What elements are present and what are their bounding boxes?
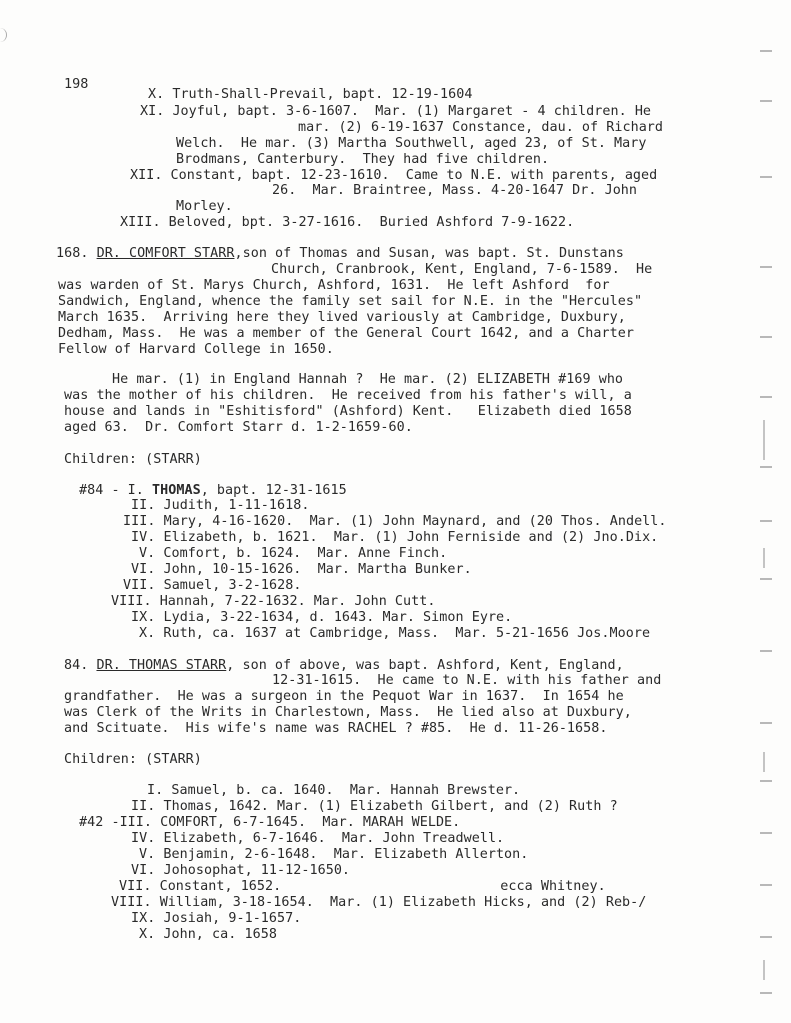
- entry-text: was warden of St. Marys Church, Ashford, 1631. He left Ashford for: [58, 278, 610, 293]
- edge-mark: [760, 396, 772, 398]
- entry-number: 84.: [64, 658, 89, 673]
- child-numeral: X.: [139, 626, 156, 641]
- edge-mark: [760, 466, 772, 468]
- child-details: Judith, 1-11-1618.: [163, 498, 310, 513]
- entry-text: was Clerk of the Writs in Charlestown, Mass. He lied also at Duxbury,: [64, 705, 632, 720]
- entry-paragraph: house and lands in "Eshitisford" (Ashford) Kent. Elizabeth died 1658: [64, 404, 632, 419]
- child-numeral: I.: [127, 483, 144, 498]
- child-numeral: X.: [139, 927, 156, 942]
- child-line: [139, 927, 277, 943]
- child-details: Ruth, ca. 1637 at Cambridge, Mass. Mar. 5-21-1656 Jos.Moore: [163, 626, 651, 641]
- child-line: [139, 626, 650, 642]
- edge-mark: [760, 650, 772, 652]
- entry-name: DR. COMFORT STARR: [96, 246, 235, 261]
- child-line: [139, 546, 447, 562]
- child-line: [131, 831, 504, 847]
- child-line-continued: mar. (2) 6-19-1637 Constance, dau. of Richard: [298, 120, 664, 135]
- child-details: Elizabeth, b. 1621. Mar. (1) John Ferniside and (2) Jno.Dix.: [163, 530, 659, 545]
- entry-paragraph: was the mother of his children. He received from his father's will, a: [64, 388, 632, 403]
- child-details: Josiah, 9-1-1657.: [163, 911, 302, 926]
- child-name: THOMAS: [152, 483, 201, 498]
- child-numeral: VI.: [131, 863, 156, 878]
- edge-tick: [763, 548, 765, 568]
- entry-text: 12-31-1615. He came to N.E. with his father and: [272, 673, 662, 688]
- child-prefix: #84 -: [79, 483, 128, 498]
- child-line: [79, 815, 460, 831]
- edge-mark: [760, 884, 772, 886]
- child-details: Mary, 4-16-1620. Mar. (1) John Maynard, and (20 Thos. Andell.: [163, 514, 667, 529]
- child-line: [131, 911, 301, 927]
- child-line: XII. Constant, bapt. 12-23-1610. Came to N.E. with parents, aged: [130, 168, 658, 183]
- child-line: [139, 847, 528, 863]
- child-numeral: III.: [119, 815, 153, 830]
- child-line: X. Truth-Shall-Prevail, bapt. 12-19-1604: [148, 87, 473, 102]
- child-numeral: IV.: [131, 831, 156, 846]
- edge-mark: [760, 336, 772, 338]
- child-details: Constant, 1652. ecca Whitney.: [159, 879, 606, 894]
- child-details: Thomas, 1642. Mar. (1) Elizabeth Gilbert, and (2) Ruth ?: [163, 799, 618, 814]
- entry-text: grandfather. He was a surgeon in the Pequot War in 1637. In 1654 he: [64, 689, 624, 704]
- child-line: [111, 895, 646, 911]
- edge-mark: [760, 936, 772, 938]
- entry-paragraph: He mar. (1) in England Hannah ? He mar. (2) ELIZABETH #169 who: [112, 372, 624, 387]
- child-details: Comfort, b. 1624. Mar. Anne Finch.: [163, 546, 448, 561]
- edge-mark: [760, 832, 772, 834]
- child-line: [119, 879, 606, 895]
- child-details: Johosophat, 11-12-1650.: [163, 863, 351, 878]
- child-prefix: #42 -: [79, 815, 120, 830]
- entry-text: Sandwich, England, whence the family set sail for N.E. in the "Hercules": [58, 294, 643, 309]
- edge-mark: [760, 992, 772, 994]
- child-numeral: III.: [123, 514, 156, 529]
- child-numeral: IX.: [131, 610, 156, 625]
- page-number: 198: [64, 76, 89, 92]
- child-numeral: II.: [131, 799, 156, 814]
- child-line: XIII. Beloved, bpt. 3-27-1616. Buried Ashford 7-9-1622.: [120, 215, 575, 230]
- child-line: [131, 610, 512, 626]
- child-line: [123, 578, 301, 594]
- child-line-continued: Morley.: [176, 199, 233, 214]
- child-numeral: IV.: [131, 530, 156, 545]
- entry-text: Dedham, Mass. He was a member of the General Court 1642, and a Charter: [58, 326, 634, 341]
- child-numeral: I.: [147, 783, 164, 798]
- edge-mark: [760, 722, 772, 724]
- child-details: William, 3-18-1654. Mar. (1) Elizabeth Hicks, and (2) Reb-/: [159, 895, 647, 910]
- child-line: [147, 783, 520, 799]
- child-details: Samuel, b. ca. 1640. Mar. Hannah Brewster.: [171, 783, 521, 798]
- binder-hole-mark: [0, 28, 7, 42]
- edge-tick: [763, 440, 765, 460]
- child-details: Samuel, 3-2-1628.: [163, 578, 302, 593]
- child-line: [131, 530, 658, 546]
- edge-tick: [763, 752, 765, 772]
- child-numeral: VIII.: [111, 895, 152, 910]
- child-line: [131, 498, 309, 514]
- entry-text: Fellow of Harvard College in 1650.: [58, 342, 334, 357]
- child-numeral: V.: [139, 847, 156, 862]
- child-details: Benjamin, 2-6-1648. Mar. Elizabeth Allerton.: [163, 847, 529, 862]
- entry-text: Church, Cranbrook, Kent, England, 7-6-1589. He: [271, 262, 653, 277]
- children-heading: Children: (STARR): [64, 752, 202, 767]
- edge-mark: [760, 50, 772, 52]
- edge-mark: [760, 520, 772, 522]
- entry-name: DR. THOMAS STARR: [96, 658, 227, 673]
- child-numeral: VII.: [123, 578, 156, 593]
- child-details: John, ca. 1658: [163, 927, 277, 942]
- child-numeral: VIII.: [111, 594, 152, 609]
- child-line: [111, 594, 436, 610]
- child-numeral: IX.: [131, 911, 156, 926]
- child-details: Lydia, 3-22-1634, d. 1643. Mar. Simon Eyre.: [163, 610, 513, 625]
- child-line-continued: 26. Mar. Braintree, Mass. 4-20-1647 Dr. John: [272, 183, 638, 198]
- edge-tick: [763, 420, 765, 440]
- child-details: John, 10-15-1626. Mar. Martha Bunker.: [163, 562, 472, 577]
- child-line-continued: Brodmans, Canterbury. They had five children.: [176, 152, 550, 167]
- child-details: Hannah, 7-22-1632. Mar. John Cutt.: [159, 594, 436, 609]
- entry-paragraph: aged 63. Dr. Comfort Starr d. 1-2-1659-60.: [64, 420, 413, 435]
- entry-168-first-line: [56, 246, 624, 262]
- child-numeral: VI.: [131, 562, 156, 577]
- edge-mark: [760, 780, 772, 782]
- child-line: [123, 514, 667, 530]
- children-heading: Children: (STARR): [64, 452, 202, 467]
- child-line: XI. Joyful, bapt. 3-6-1607. Mar. (1) Margaret - 4 children. He: [140, 104, 652, 119]
- edge-mark: [760, 176, 772, 178]
- child-numeral: V.: [139, 546, 156, 561]
- child-details: , bapt. 12-31-1615: [200, 483, 347, 498]
- entry-text: and Scituate. His wife's name was RACHEL ? #85. He d. 11-26-1658.: [64, 721, 608, 736]
- child-line: [131, 863, 350, 879]
- entry-text: , son of above, was bapt. Ashford, Kent, England,: [226, 658, 624, 673]
- edge-tick: [763, 960, 765, 980]
- entry-text: March 1635. Arriving here they lived variously at Cambridge, Duxbury,: [58, 310, 626, 325]
- entry-text: ,son of Thomas and Susan, was bapt. St. Dunstans: [234, 246, 624, 261]
- entry-number: 168.: [56, 246, 89, 261]
- child-line: [79, 483, 347, 499]
- edge-mark: [760, 100, 772, 102]
- child-line: [131, 799, 618, 815]
- child-numeral: VII.: [119, 879, 152, 894]
- edge-mark: [760, 578, 772, 580]
- child-details: COMFORT, 6-7-1645. Mar. MARAH WELDE.: [160, 815, 461, 830]
- child-numeral: II.: [131, 498, 156, 513]
- child-line: [131, 562, 472, 578]
- child-line-continued: Welch. He mar. (3) Martha Southwell, aged 23, of St. Mary: [176, 136, 647, 151]
- entry-84-first-line: [64, 658, 624, 674]
- child-details: Elizabeth, 6-7-1646. Mar. John Treadwell.: [163, 831, 505, 846]
- edge-mark: [760, 266, 772, 268]
